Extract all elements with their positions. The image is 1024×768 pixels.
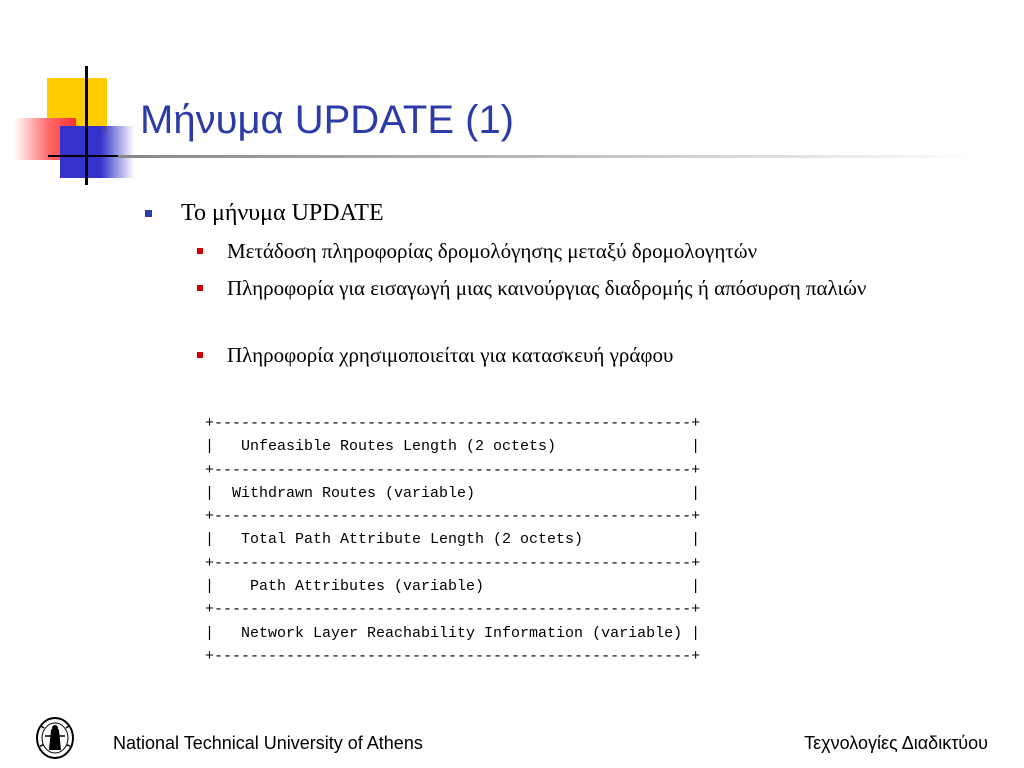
university-seal-icon [35, 716, 75, 760]
footer-course: Τεχνολογίες Διαδικτύου [804, 733, 988, 753]
slide-title: Μήνυμα UPDATE (1) [140, 98, 515, 142]
red-square-bullet-icon [197, 352, 203, 358]
update-message-format-diagram: +-----------------------------------------------------+ | Unfeasible Routes Length (2 octets) | +-----------------------------------------------------+ | Withdrawn Routes (variable) | +-----------------------------------------------------+ | Total Path Attribute Length (2 octets) | +-----------------------------------------------------+ | Path Attributes (variable) | +-----------------------------------------------------+ | Network Layer Reachability Information (variable) | +-----------------------------------------------------+ [205, 415, 701, 665]
decorative-vertical-line [85, 66, 88, 185]
decorative-horizontal-line [48, 155, 118, 157]
sub-bullet-text: Πληροφορία χρησιμοποιείται για κατασκευή γράφου [227, 343, 674, 367]
red-square-bullet-icon [197, 248, 203, 254]
sub-bullet-text: Μετάδοση πληροφορίας δρομολόγησης μεταξύ δρομολογητών [227, 239, 758, 263]
sub-bullet-text: Πληροφορία για εισαγωγή μιας καινούργιας διαδρομής ή απόσυρση παλιών [227, 276, 867, 300]
red-square-bullet-icon [197, 285, 203, 291]
title-underline [118, 155, 978, 158]
blue-square-bullet-icon [145, 210, 152, 217]
footer-institution: National Technical University of Athens [113, 733, 423, 753]
decorative-blue-block [60, 126, 134, 178]
main-bullet-text: Το μήνυμα UPDATE [181, 200, 384, 226]
